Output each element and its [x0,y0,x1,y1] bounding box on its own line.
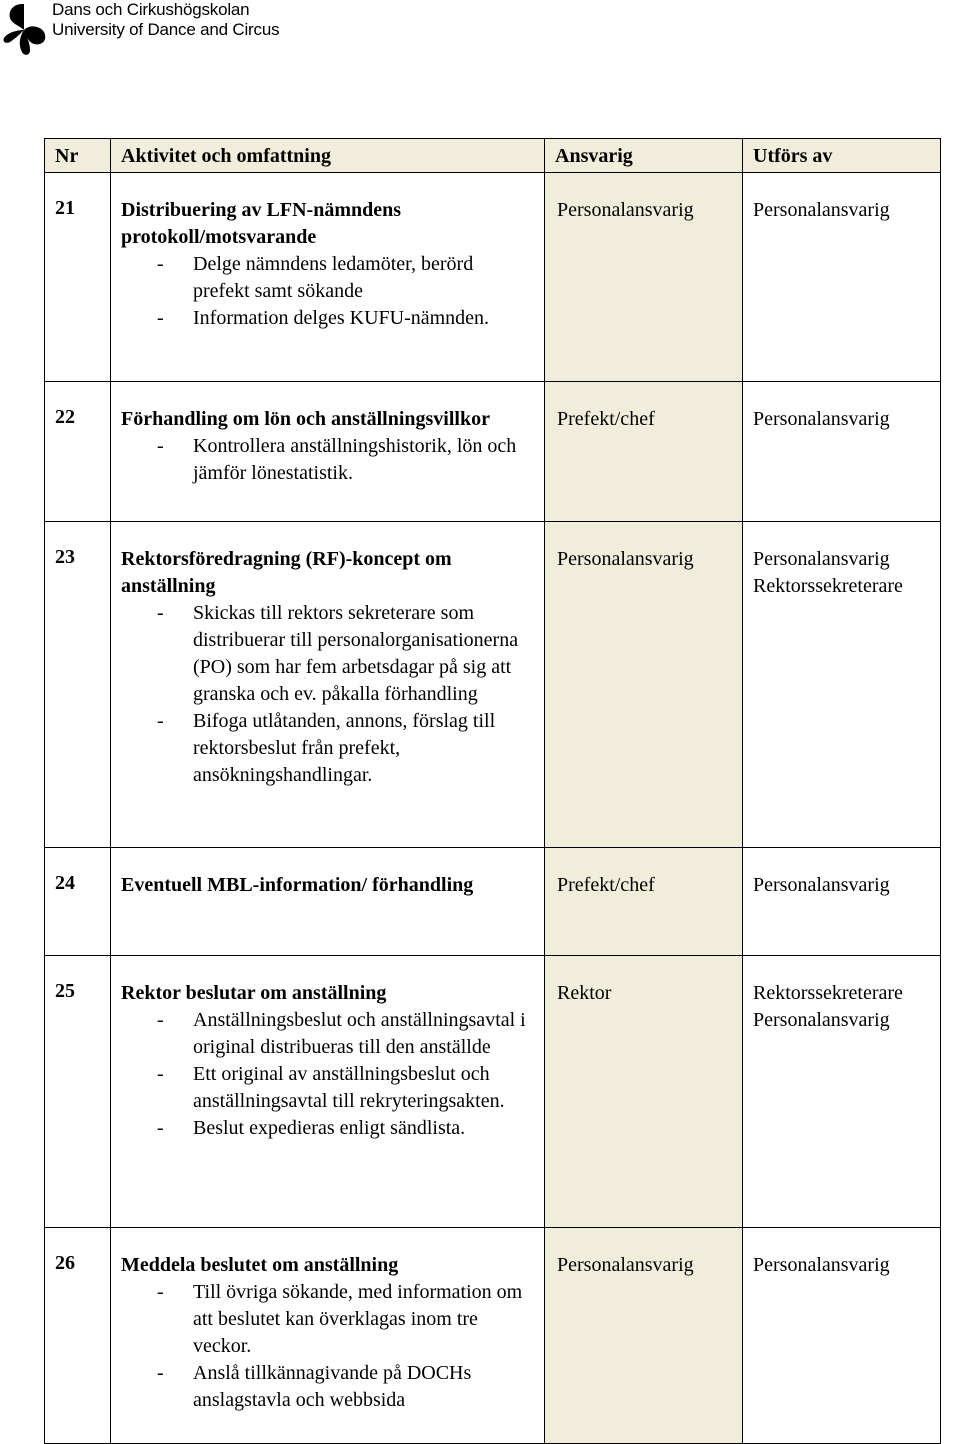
logo-line-1: Dans och Cirkushögskolan [52,0,250,19]
list-item: - Delge nämndens ledamöter, berörd prefekt samt sökande [157,253,474,302]
activity-cell [111,848,545,956]
activity-cell [111,382,545,522]
list-item: - Till övriga sökande, med information om att beslutet kan överklagas inom tre veckor. [157,1281,523,1357]
row-number: 22 [45,382,111,522]
row-number: 26 [45,1228,111,1444]
activity-title: Meddela beslutet om anställning [121,1254,399,1276]
header-performed-by: Utförs av [743,139,941,173]
list-item: - Anställningsbeslut och anställningsavtal i original distribueras till den anställde [157,1009,526,1058]
header-responsible: Ansvarig [545,139,743,173]
activity-items [121,1007,534,1142]
table-row [45,173,941,382]
activity-items [121,1279,534,1414]
logo-line-2: University of Dance and Circus [52,20,280,39]
activity-title: Förhandling om lön och anställningsvillkor [121,408,490,430]
performed-by-name: Rektorssekreterare [753,982,903,1004]
activity-title: Eventuell MBL-information/ förhandling [121,874,474,896]
row-number: 21 [45,173,111,382]
row-number: 23 [45,522,111,848]
list-item: - Bifoga utlåtanden, annons, förslag till rektorsbeslut från prefekt, ansökningshandlingar. [157,710,496,786]
row-number: 24 [45,848,111,956]
table-row [45,956,941,1228]
list-item: - Beslut expedieras enligt sändlista. [157,1117,466,1139]
responsible-cell: Prefekt/chef [545,382,743,522]
performed-by-name: Rektorssekreterare [753,575,903,597]
activity-title: Rektor beslutar om anställning [121,982,387,1004]
performed-by-name: Personalansvarig [753,548,890,570]
activity-cell [111,956,545,1228]
activity-items [121,251,534,332]
header-activity: Aktivitet och omfattning [111,139,545,173]
responsible-cell: Personalansvarig [545,173,743,382]
header-logo [0,0,320,60]
activity-cell [111,1228,545,1444]
activity-title: Distribuering av LFN-nämndens protokoll/motsvarande [121,199,402,248]
performed-by-name: Personalansvarig [753,874,890,896]
list-item: - Anslå tillkännagivande på DOCHs anslagstavla och webbsida [157,1362,472,1411]
activity-items [121,433,534,487]
activity-items [121,600,534,789]
table-row [45,382,941,522]
performed-by-name: Personalansvarig [753,408,890,430]
activity-cell [111,522,545,848]
activity-table [44,138,941,1444]
performed-by-name: Personalansvarig [753,199,890,221]
performed-by-cell [743,1228,941,1444]
activity-cell [111,173,545,382]
table-row [45,522,941,848]
list-item: - Information delges KUFU-nämnden. [157,307,490,329]
activity-title: Rektorsföredragning (RF)-koncept om anställning [121,548,452,597]
performed-by-cell [743,522,941,848]
table-row [45,1228,941,1444]
table-row [45,848,941,956]
performed-by-cell [743,382,941,522]
responsible-cell: Prefekt/chef [545,848,743,956]
table-header-row [45,139,941,173]
responsible-cell: Personalansvarig [545,1228,743,1444]
performed-by-cell [743,173,941,382]
list-item: - Kontrollera anställningshistorik, lön och jämför lönestatistik. [157,435,517,484]
header-nr: Nr [45,139,111,173]
propeller-logo-icon [0,0,48,58]
responsible-cell: Rektor [545,956,743,1228]
performed-by-cell [743,848,941,956]
performed-by-name: Personalansvarig [753,1254,890,1276]
responsible-cell: Personalansvarig [545,522,743,848]
performed-by-name: Personalansvarig [753,1009,890,1031]
list-item: - Ett original av anställningsbeslut och anställningsavtal till rekryteringsakten. [157,1063,505,1112]
row-number: 25 [45,956,111,1228]
list-item: - Skickas till rektors sekreterare som distribuerar till personalorganisationerna (PO) som har fem arbetsdagar på sig att granska och ev. påkalla förhandling [157,602,519,705]
performed-by-cell [743,956,941,1228]
